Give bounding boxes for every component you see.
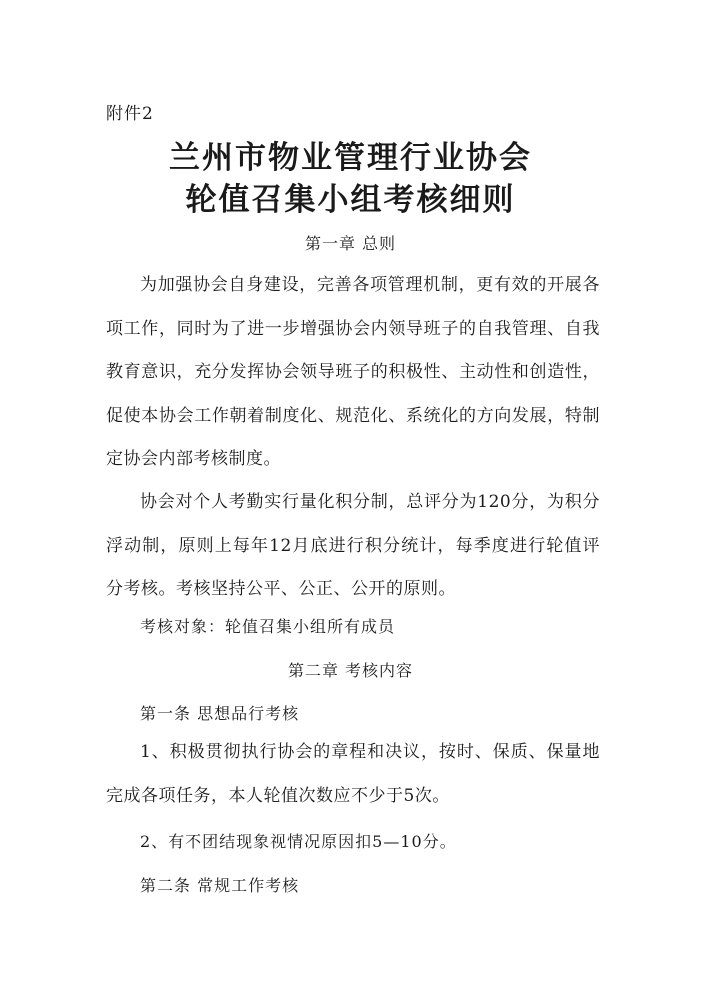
paragraph-scoring: 协会对个人考勤实行量化积分制，总评分为120分，为积分浮动制，原则上每年12月底进行积分统计，每季度进行轮值评分考核。考核坚持公平、公正、公开的原则。 (106, 492, 600, 599)
chapter-2-heading: 第二章 考核内容 (287, 661, 414, 680)
attachment-label: 附件2 (106, 104, 154, 124)
item-1: 1、积极贯彻执行协会的章程和决议，按时、保质、保量地完成各项任务，本人轮值次数应不少于5次。 (106, 742, 600, 806)
chapter-1-heading: 第一章 总则 (304, 234, 397, 253)
paragraph-purpose: 为加强协会自身建设，完善各项管理机制，更有效的开展各项工作，同时为了进一步增强协会内领导班子的自我管理、自我教育意识，充分发挥协会领导班子的积极性、主动性和创造性，促使本协会工作朝着制度化、规范化、系统化的方向发展，特制定协会内部考核制度。 (106, 275, 600, 469)
item-2: 2、有不团结现象视情况原因扣5—10分。 (140, 832, 457, 851)
document-title-line-2: 轮值召集小组考核细则 (185, 182, 516, 218)
article-1-heading: 第一条 思想品行考核 (140, 704, 300, 723)
article-2-heading: 第二条 常规工作考核 (140, 876, 300, 895)
assessment-target: 考核对象：轮值召集小组所有成员 (140, 617, 396, 636)
document-title-line-1: 兰州市物业管理行业协会 (169, 140, 532, 176)
